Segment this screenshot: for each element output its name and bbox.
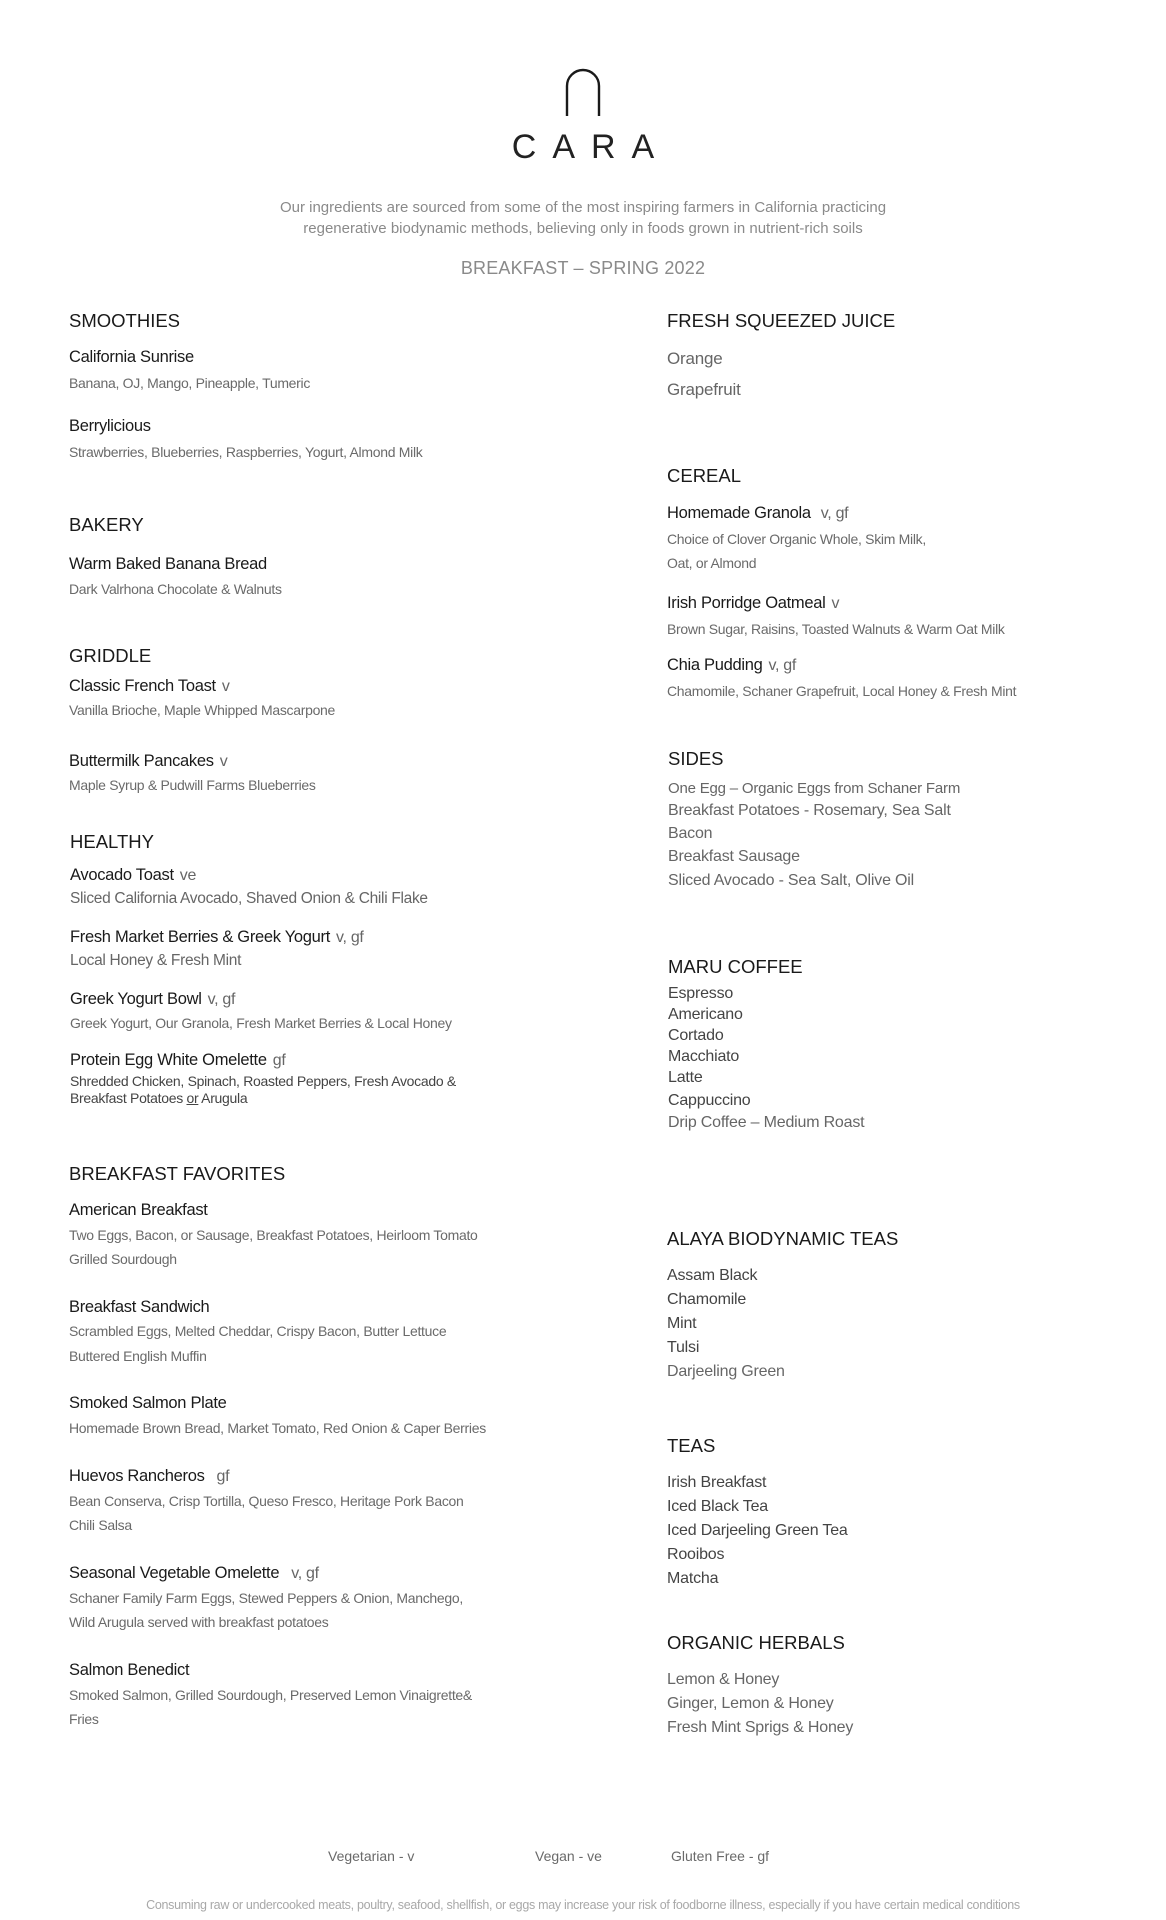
menu-item-name: Breakfast Sandwich [69, 1298, 210, 1316]
menu-item-name: Greek Yogurt Bowl v, gf [70, 990, 236, 1008]
list-item: Darjeeling Green [667, 1363, 785, 1380]
list-item: Orange [667, 349, 723, 368]
list-item: Espresso [668, 985, 734, 1002]
menu-item-name: Homemade Granola v, gf [667, 504, 849, 522]
dietary-tag: v, gf [207, 991, 236, 1008]
brand-name: CARA [511, 128, 671, 166]
menu-item-name: Smoked Salmon Plate [69, 1394, 227, 1412]
list-item: Tulsi [667, 1339, 700, 1356]
menu-item-desc: Strawberries, Blueberries, Raspberries, Yogurt, Almond Milk [69, 444, 423, 460]
menu-item-desc: Maple Syrup & Pudwill Farms Blueberries [69, 777, 316, 793]
list-item: Chamomile [667, 1291, 747, 1308]
list-item: Bacon [668, 825, 713, 842]
menu-item-desc: Choice of Clover Organic Whole, Skim Milk, [667, 531, 926, 547]
menu-item-desc-line-2: Buttered English Muffin [69, 1348, 207, 1364]
menu-item-desc: Local Honey & Fresh Mint [70, 952, 242, 969]
menu-item-desc: Schaner Family Farm Eggs, Stewed Peppers & Onion, Manchego, [69, 1590, 463, 1606]
menu-item-desc: Smoked Salmon, Grilled Sourdough, Preserved Lemon Vinaigrette& [69, 1687, 472, 1703]
section-title-alaya-teas: ALAYA BIODYNAMIC TEAS [667, 1228, 899, 1249]
intro-line-2: regenerative biodynamic methods, believing only in foods grown in nutrient-rich soils [303, 220, 863, 237]
menu-item-name: Chia Pudding v, gf [667, 656, 797, 674]
list-item: Latte [668, 1069, 703, 1086]
menu-item-desc: Bean Conserva, Crisp Tortilla, Queso Fresco, Heritage Pork Bacon [69, 1493, 464, 1509]
legend-gluten-free: Gluten Free - gf [671, 1848, 770, 1864]
food-safety-disclaimer: Consuming raw or undercooked meats, poultry, seafood, shellfish, or eggs may increase your risk of foodborne illness, especially if you have certain medical conditions [146, 1898, 1020, 1912]
menu-item-name: Buttermilk Pancakes v [69, 752, 228, 770]
section-title-smoothies: SMOOTHIES [69, 310, 181, 331]
list-item: Cappuccino [668, 1092, 751, 1109]
menu-item-name: Fresh Market Berries & Greek Yogurt v, gf [70, 928, 364, 946]
dietary-tag: v [219, 753, 228, 770]
list-item: Grapefruit [667, 380, 741, 399]
menu-item-desc: Two Eggs, Bacon, or Sausage, Breakfast Potatoes, Heirloom Tomato [69, 1227, 478, 1243]
menu-item-name: Classic French Toast v [69, 677, 230, 695]
list-item: Lemon & Honey [667, 1671, 780, 1688]
intro-text [0, 197, 1166, 239]
menu-item-desc: Homemade Brown Bread, Market Tomato, Red Onion & Caper Berries [69, 1420, 486, 1436]
list-item: Breakfast Potatoes - Rosemary, Sea Salt [668, 802, 951, 819]
menu-item-desc: Chamomile, Schaner Grapefruit, Local Honey & Fresh Mint [667, 683, 1017, 699]
menu-item-name: Protein Egg White Omelette gf [70, 1051, 286, 1069]
menu-item-desc: Brown Sugar, Raisins, Toasted Walnuts & Warm Oat Milk [667, 621, 1005, 637]
list-item: Rooibos [667, 1546, 725, 1563]
dietary-tag: v [221, 678, 230, 695]
section-title-juice: FRESH SQUEEZED JUICE [667, 310, 896, 331]
section-title-griddle: GRIDDLE [69, 645, 152, 666]
menu-item-desc: Sliced California Avocado, Shaved Onion & Chili Flake [70, 890, 428, 907]
menu-title: BREAKFAST – SPRING 2022 [460, 258, 706, 278]
section-title-bakery: BAKERY [69, 514, 144, 535]
menu-item-desc: Vanilla Brioche, Maple Whipped Mascarpone [69, 702, 336, 718]
menu-item-name: California Sunrise [69, 348, 194, 366]
menu-item-name: Avocado Toast ve [70, 866, 197, 884]
menu-item-desc-line-2: Oat, or Almond [667, 555, 757, 571]
menu-item-desc: Shredded Chicken, Spinach, Roasted Peppers, Fresh Avocado & [70, 1073, 456, 1089]
list-item: Mint [667, 1315, 697, 1332]
menu-item-desc: Greek Yogurt, Our Granola, Fresh Market Berries & Local Honey [70, 1015, 452, 1031]
list-item: Drip Coffee – Medium Roast [668, 1114, 865, 1131]
dietary-tag: v, gf [336, 929, 364, 946]
list-item: One Egg – Organic Eggs from Schaner Farm [668, 780, 961, 797]
logo [0, 66, 1166, 167]
menu-item-name: Warm Baked Banana Bread [69, 555, 267, 573]
list-item: Irish Breakfast [667, 1474, 767, 1491]
section-title-breakfast-favorites: BREAKFAST FAVORITES [69, 1163, 286, 1184]
menu-item-desc-line-2: Wild Arugula served with breakfast potatoes [69, 1614, 329, 1630]
section-title-sides: SIDES [668, 748, 724, 769]
dietary-tag: gf [216, 1468, 230, 1485]
section-title-organic-herbals: ORGANIC HERBALS [667, 1632, 845, 1653]
legend-vegetarian: Vegetarian - v [328, 1848, 415, 1864]
menu-item-name: Salmon Benedict [69, 1661, 190, 1679]
section-title-cereal: CEREAL [667, 465, 742, 486]
section-title-coffee: MARU COFFEE [668, 956, 803, 977]
menu-item-desc-line-2: Chili Salsa [69, 1517, 132, 1533]
list-item: Ginger, Lemon & Honey [667, 1695, 834, 1712]
list-item: Iced Darjeeling Green Tea [667, 1522, 848, 1539]
legend-vegan: Vegan - ve [535, 1848, 602, 1864]
list-item: Breakfast Sausage [668, 848, 800, 865]
menu-item-desc-line-2: Grilled Sourdough [69, 1251, 177, 1267]
menu-item-desc: Scrambled Eggs, Melted Cheddar, Crispy Bacon, Butter Lettuce [69, 1323, 447, 1339]
menu-item-desc: Banana, OJ, Mango, Pineapple, Tumeric [69, 375, 311, 391]
list-item: Fresh Mint Sprigs & Honey [667, 1719, 854, 1736]
list-item: Cortado [668, 1027, 724, 1044]
dietary-tag: v, gf [291, 1565, 319, 1582]
menu-item-name: American Breakfast [69, 1201, 208, 1219]
list-item: Americano [668, 1006, 743, 1023]
dietary-tag: v, gf [820, 505, 849, 522]
intro-line-1: Our ingredients are sourced from some of the most inspiring farmers in California practicing [279, 199, 887, 216]
section-title-healthy: HEALTHY [70, 831, 154, 852]
dietary-tag: v, gf [768, 657, 797, 674]
dietary-tag: gf [272, 1052, 286, 1069]
list-item: Iced Black Tea [667, 1498, 768, 1515]
menu-item-desc-line-2: Fries [69, 1711, 99, 1727]
menu-item-desc: Dark Valrhona Chocolate & Walnuts [69, 581, 282, 597]
list-item: Sliced Avocado - Sea Salt, Olive Oil [668, 872, 914, 889]
menu-item-name: Irish Porridge Oatmeal v [667, 594, 840, 612]
arch-logo-icon [563, 66, 603, 116]
list-item: Matcha [667, 1570, 719, 1587]
menu-item-name: Huevos Rancheros gf [69, 1467, 230, 1485]
dietary-tag: ve [179, 867, 197, 884]
menu-item-desc-line-2: Breakfast Potatoes or Arugula [70, 1090, 248, 1106]
menu-item-name: Berrylicious [69, 417, 151, 435]
section-title-teas: TEAS [667, 1435, 716, 1456]
list-item: Macchiato [668, 1048, 740, 1065]
dietary-tag: v [831, 595, 840, 612]
list-item: Assam Black [667, 1267, 758, 1284]
menu-item-name: Seasonal Vegetable Omelette v, gf [69, 1564, 319, 1582]
